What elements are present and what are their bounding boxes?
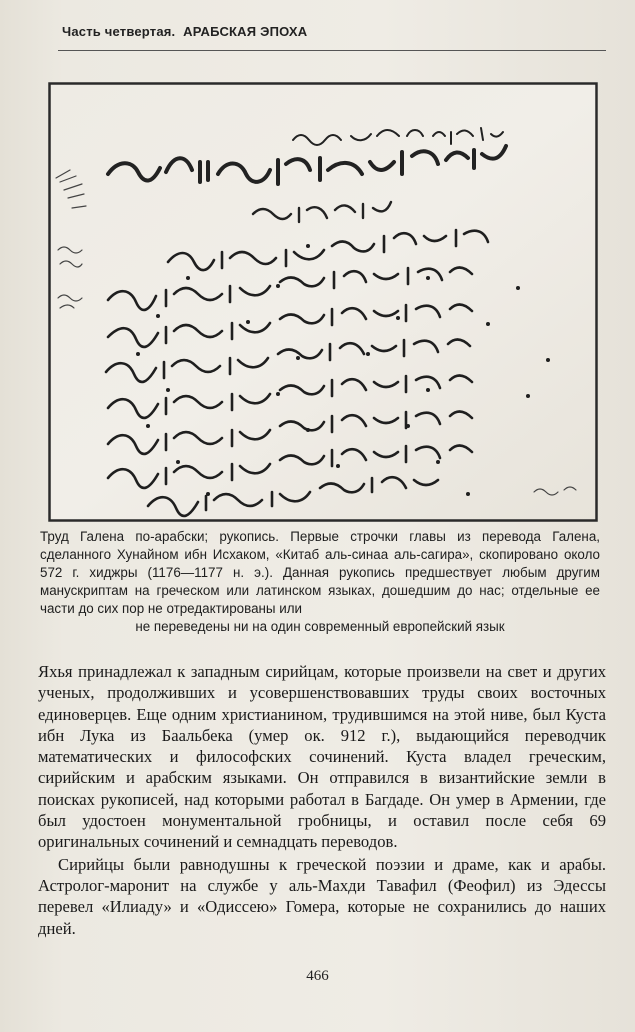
page-number: 466 <box>306 968 329 984</box>
paragraph-1: Яхья принадлежал к западным сирийцам, которые произвели на свет и других ученых, продолживших и усовершенствовавших труды своих восточных единоверцев. Еще одним христианином, трудившимся на этой ниве, был Куста ибн Лука из Баальбека (умер ок. 912 г.), выдающийся переводчик математических и философских сочинений. Куста владел греческим, сирийским и арабским языками. Он отправился в византийские земли в поисках рукописей, над которыми работал в Багдаде. Он умер в Армении, где был удостоен монументальной гробницы, и оставил после себя 69 оригинальных сочинений и семнадцать переводов. <box>38 662 606 852</box>
figure-caption-last-line: не переведены ни на один современный европейский язык <box>135 619 505 634</box>
paragraph-2: Сирийцы были равнодушны к греческой поэзии и драме, как и арабы. Астролог-маронит на службе у аль-Махди Тавафил (Феофил) из Эдессы перевел «Илиаду» и «Одиссею» Гомера, которые не сохранились до наших дней. <box>38 854 606 938</box>
running-head-era: АРАБСКАЯ ЭПОХА <box>183 24 308 39</box>
running-head-part: Часть четвертая. <box>62 24 176 39</box>
body-text <box>38 661 606 939</box>
manuscript-image <box>48 82 598 522</box>
running-head <box>62 24 602 39</box>
running-head-rule <box>58 50 606 51</box>
figure-caption <box>40 528 600 636</box>
figure-caption-text: Труд Галена по-арабски; рукопись. Первые строчки главы из перевода Галена, сделанного Хунайном ибн Исхаком, «Китаб аль-синаа аль-сагира», скопировано около 572 г. хиджры (1176—1177 н. э.). Данная рукопись предшествует любым другим манускриптам на греческом или латинском языках, дошедшим до нас; отдельные ее части до сих пор не отредактированы или <box>40 529 600 616</box>
